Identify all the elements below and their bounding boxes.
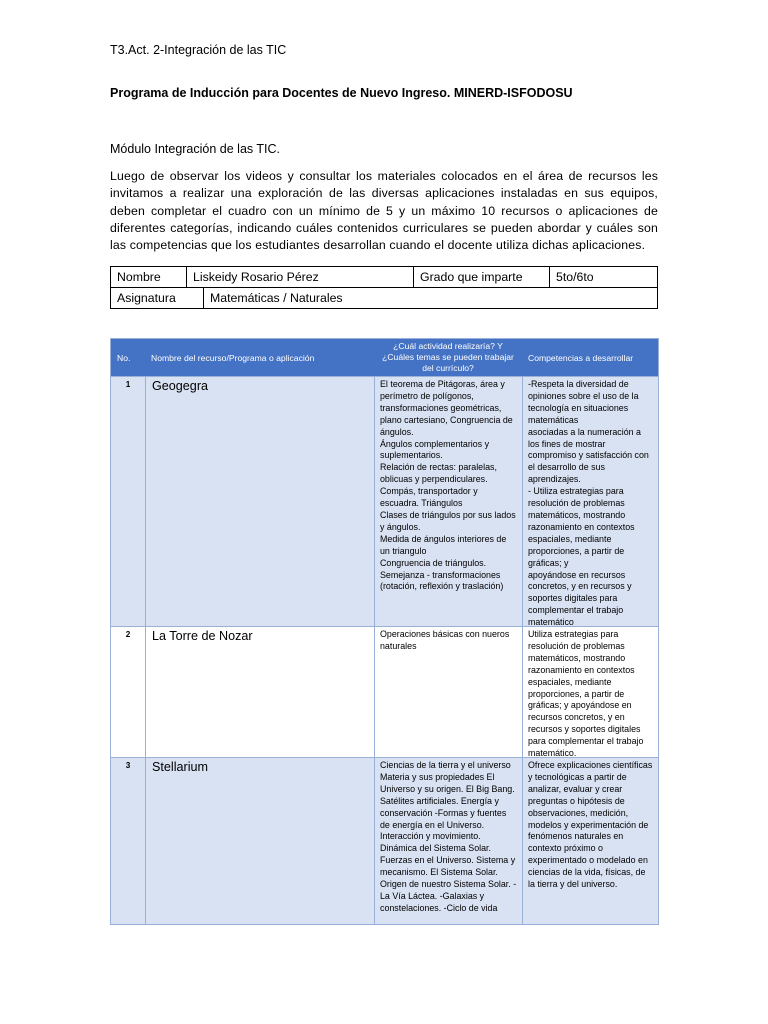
column-header-competencies: Competencias a desarrollar [528,352,634,363]
row-number: 3 [125,761,131,770]
program-heading: Programa de Inducción para Docentes de Nuevo Ingreso. MINERD-ISFODOSU [110,86,573,100]
table-row [111,626,658,757]
competencies-cell: Utiliza estrategias para resolución de problemas matemáticos, mostrando razonamiento en contextos espaciales, mediante proporciones, a partir de gráficas; y apoyándose en recursos concretos, y en recursos y soportes digitales para complementar el trabajo matemático. [522,627,658,757]
asignatura-label: Asignatura [117,291,176,305]
row-number: 1 [125,380,131,389]
resources-table [110,338,659,925]
resource-name: La Torre de Nozar [145,627,374,757]
activity-cell: Ciencias de la tierra y el universo Materia y sus propiedades El Universo y su origen. El Big Bang. Satélites artificiales. Energía y conservación -Formas y fuentes de energía en el Universo. Interacción y movimiento. Dinámica del Sistema Solar. Fuerzas en el Universo. Sistema y mecanismo. El Sistema Solar. Origen de nuestro Sistema Solar. -La Vía Láctea. -Galaxias y constelaciones. -Ciclo de vida [374,758,522,924]
resource-name: Geogegra [145,377,374,626]
column-header-no: No. [117,352,131,363]
table-row [111,376,658,626]
nombre-value: Liskeidy Rosario Pérez [186,267,413,287]
column-header-resource: Nombre del recurso/Programa o aplicación [151,352,315,363]
grado-value: 5to/6to [549,267,657,287]
competencies-cell: Ofrece explicaciones científicas y tecnológicas a partir de analizar, evaluar y crear preguntas o hipótesis de observaciones, medición, modelos y experimentación de fenómenos naturales en contexto próximo o experimentado o modelado en ciencias de la vida, físicas, de la tierra y del universo. [522,758,658,924]
info-row-nombre [110,266,658,288]
competencies-cell: -Respeta la diversidad de opiniones sobre el uso de la tecnología en situaciones matemáticas asociadas a la numeración a los fines de mostrar compromiso y satisfacción con el desarrollo de sus aprendizajes. - Utiliza estrategias para resolución de problemas matemáticos, mostrando razonamiento en contextos espaciales, mediante proporciones, a partir de gráficas; y apoyándose en recursos concretos, y en recursos y soportes digitales para complementar el trabajo matemático [522,377,658,626]
info-table [110,266,658,309]
resource-name: Stellarium [145,758,374,924]
info-row-asignatura [110,288,658,309]
column-header-activity: ¿Cuál actividad realizaría? Y ¿Cuáles temas se pueden trabajar del currículo? [382,341,514,373]
table-row [111,757,658,924]
document-title: T3.Act. 2-Integración de las TIC [110,43,287,57]
module-heading: Módulo Integración de las TIC. [110,142,281,156]
row-number: 2 [125,630,131,639]
intro-paragraph: Luego de observar los videos y consultar los materiales colocados en el área de recursos les invitamos a realizar una exploración de las diversas aplicaciones instaladas en sus equipos, deben completar el cuadro con un mínimo de 5 y un máximo 10 recursos o aplicaciones de diferentes categorías, indicando cuáles contenidos curriculares se pueden abordar y cuáles son las competencias que los estudiantes desarrollan cuando el docente utiliza dichas aplicaciones. [110,169,658,253]
activity-cell: Operaciones básicas con nueros naturales [374,627,522,757]
grado-label: Grado que imparte [413,267,549,287]
asignatura-value: Matemáticas / Naturales [203,288,657,308]
table-header [111,339,658,376]
nombre-label: Nombre [117,270,161,284]
activity-cell: El teorema de Pitágoras, área y perímetro de polígonos, transformaciones geométricas, plano cartesiano, Congruencia de ángulos. Ángulos complementarios y suplementarios. Relación de rectas: paralelas, oblicuas y perpendiculares. Compás, transportador y escuadra. Triángulos Clases de triángulos por sus lados y ángulos. Medida de ángulos interiores de un triangulo Congruencia de triángulos. Semejanza - transformaciones (rotación, reflexión y traslación) [374,377,522,626]
